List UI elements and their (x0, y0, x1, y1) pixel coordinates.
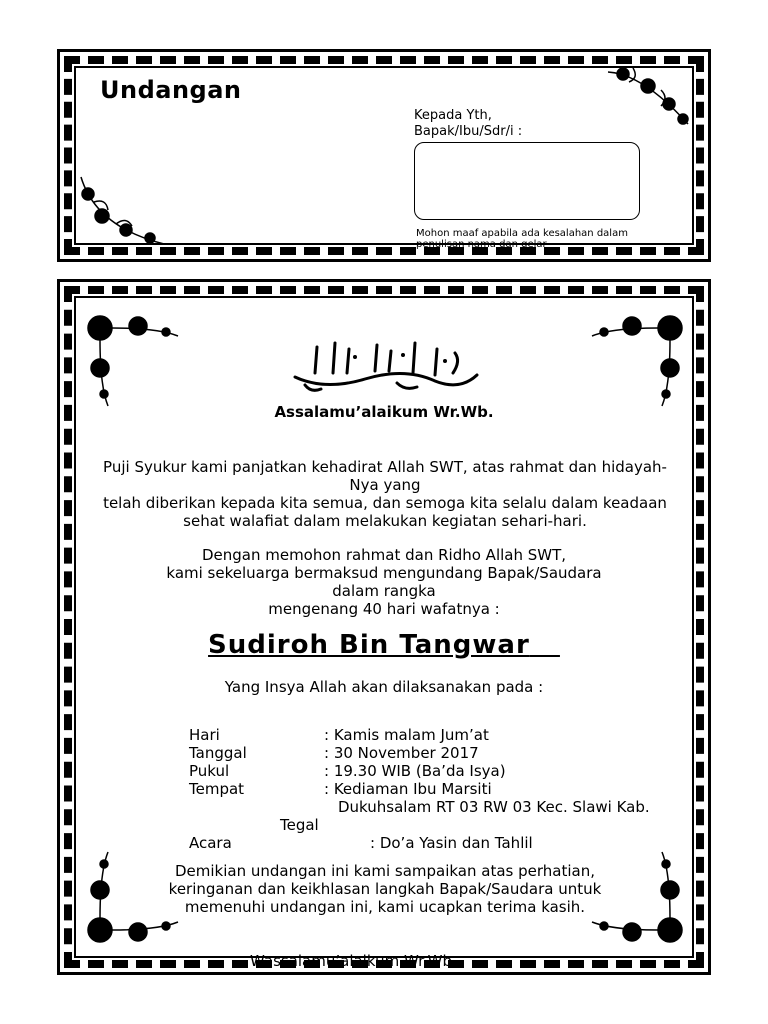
acara-label: Acara (189, 834, 232, 852)
paragraph-3 (40, 862, 730, 916)
floral-ornament-icon (603, 64, 693, 130)
pukul-label: Pukul (189, 762, 230, 780)
floral-ornament-icon (586, 306, 692, 412)
tempat-label: Tempat (189, 780, 245, 798)
paragraph-1-line-3: telah diberikan kepada kita semua, dan semoga kita selalu dalam keadaan (103, 494, 667, 512)
recipient-line-1: Kepada Yth, (414, 108, 492, 123)
pukul-value: : 19.30 WIB (Ba’da Isya) (324, 762, 506, 780)
basmalah-calligraphy-icon (285, 333, 485, 397)
paragraph-1 (40, 458, 730, 530)
paragraph-3-line-2: keringanan dan keikhlasan langkah Bapak/Saudara untuk (168, 880, 602, 898)
greeting: Assalamu’alaikum Wr.Wb. (274, 403, 494, 421)
address-box (414, 142, 640, 220)
paragraph-2 (60, 546, 708, 618)
tempat-address-city: Tegal (280, 816, 319, 834)
paragraph-1-line-2: Nya yang (349, 476, 421, 494)
envelope-title: Undangan (100, 76, 242, 104)
schedule-intro: Yang Insya Allah akan dilaksanakan pada : (224, 678, 544, 696)
paragraph-3-line-1: Demikian undangan ini kami sampaikan atas perhatian, (175, 862, 595, 880)
tempat-address: Dukuhsalam RT 03 RW 03 Kec. Slawi Kab. (338, 798, 650, 816)
closing-greeting: Wassalamu’alaikum Wr.Wb. (250, 952, 457, 970)
recipient-label (414, 108, 522, 140)
deceased-name-text: Sudiroh Bin Tangwar (208, 630, 530, 660)
paragraph-3-line-3: memenuhi undangan ini, kami ucapkan terima kasih. (184, 898, 586, 916)
floral-ornament-icon (78, 306, 184, 412)
apology-note: Mohon maaf apabila ada kesalahan dalam penulisan nama dan gelar (416, 228, 628, 250)
paragraph-1-line-4: sehat walafiat dalam melakukan kegiatan sehari-hari. (183, 512, 587, 530)
paragraph-2-line-1: Dengan memohon rahmat dan Ridho Allah SWT, (201, 546, 567, 564)
paragraph-2-line-2: kami sekeluarga bermaksud mengundang Bapak/Saudara (166, 564, 602, 582)
floral-ornament-icon (76, 172, 168, 248)
tempat-value: : Kediaman Ibu Marsiti (324, 780, 492, 798)
paragraph-2-line-4: mengenang 40 hari wafatnya : (268, 600, 500, 618)
paragraph-2-line-3: dalam rangka (332, 582, 436, 600)
tanggal-value: : 30 November 2017 (324, 744, 479, 762)
acara-value: : Do’a Yasin dan Tahlil (370, 834, 533, 852)
paragraph-1-line-1: Puji Syukur kami panjatkan kehadirat Allah SWT, atas rahmat dan hidayah- (103, 458, 667, 476)
hari-label: Hari (189, 726, 220, 744)
deceased-name (60, 630, 708, 660)
hari-value: : Kamis malam Jum’at (324, 726, 489, 744)
tanggal-label: Tanggal (189, 744, 247, 762)
recipient-line-2: Bapak/Ibu/Sdr/i : (414, 124, 523, 139)
